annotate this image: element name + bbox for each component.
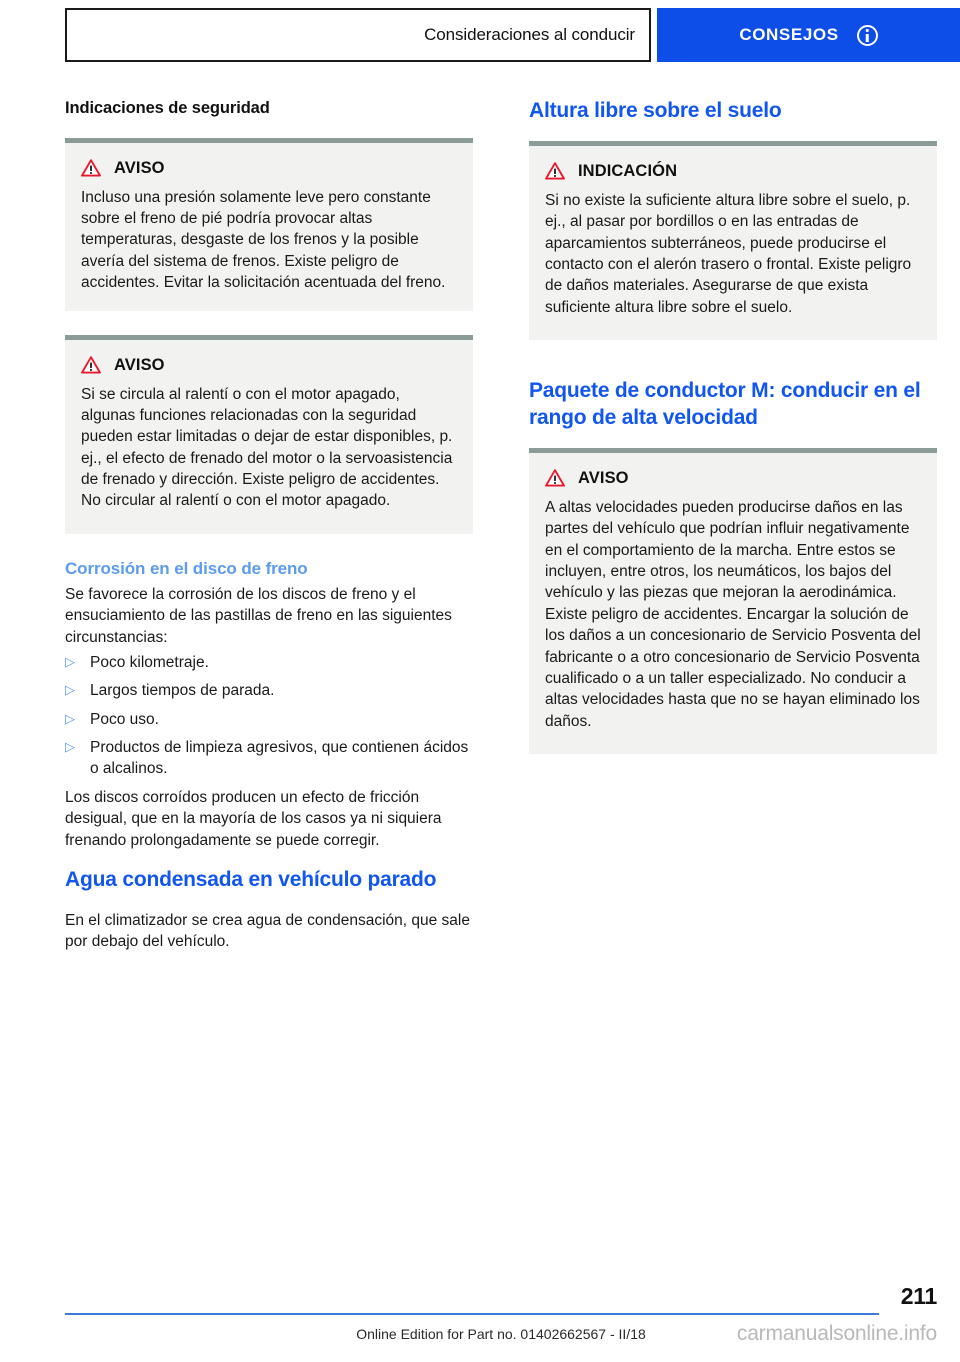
- warning-triangle-icon: [545, 469, 565, 487]
- warning-triangle-icon: [81, 159, 101, 177]
- bullet-triangle-icon: ▷: [65, 710, 75, 726]
- note-label: AVISO: [114, 158, 165, 177]
- corrosion-outro-text: Los discos corroídos producen un efecto de fricción desigual, que en la mayoría de los casos ya ni siquiera frenando prolongadamente se puede corregir.: [65, 788, 442, 849]
- page-header: [65, 8, 960, 62]
- right-column: [529, 98, 937, 778]
- section-title-paquete-conductor-m: Paquete de conductor M: conducir en el rango de alta velocidad: [529, 379, 921, 429]
- list-item-text: Poco kilometraje.: [90, 653, 209, 671]
- note-header: [545, 469, 921, 488]
- warning-triangle-icon: [81, 356, 101, 374]
- bullet-triangle-icon: ▷: [65, 682, 75, 698]
- note-label: AVISO: [114, 355, 165, 374]
- page-number: 211: [900, 1283, 937, 1309]
- warning-note-ralenti: [65, 335, 473, 534]
- note-label: AVISO: [578, 468, 629, 487]
- footer-divider: [65, 1313, 879, 1315]
- running-title-box: [65, 8, 651, 62]
- section-title-altura-libre: Altura libre sobre el suelo: [529, 99, 782, 122]
- note-label: INDICACIÓN: [578, 161, 678, 180]
- section-title-indicaciones-de-seguridad: Indicaciones de seguridad: [65, 99, 270, 117]
- condensation-text: En el climatizador se crea agua de condensación, que sale por debajo del vehículo.: [65, 911, 470, 951]
- list-item: [65, 652, 473, 673]
- list-item: [65, 680, 473, 701]
- note-header: [545, 162, 921, 181]
- warning-note-alta-velocidad: [529, 448, 937, 754]
- bullet-triangle-icon: ▷: [65, 653, 75, 669]
- chapter-tab-consejos[interactable]: [657, 8, 960, 62]
- page-footer: [65, 1282, 937, 1346]
- left-column: [65, 98, 473, 957]
- note-text: Incluso una presión solamente leve pero constante sobre el freno de pié podría provocar altas temperaturas, desgaste de los frenos y la posible avería del sistema de frenos. Existe peligro de accidentes. Evitar la solicitación acentuada del freno.: [81, 188, 446, 292]
- vertical-spacer: [529, 364, 937, 378]
- bullet-triangle-icon: ▷: [65, 739, 75, 755]
- indication-note-altura-libre: [529, 141, 937, 340]
- two-column-layout: [65, 98, 937, 957]
- page-content: [65, 98, 937, 957]
- list-item-text: Poco uso.: [90, 710, 159, 728]
- section-title-agua-condensada: Agua condensada en vehículo parado: [65, 867, 437, 891]
- note-text: Si se circula al ralentí o con el motor apagado, algunas funciones relacionadas con la seguridad pueden estar limitadas o dejar de estar disponibles, p. ej., el efecto de frenado del motor o la servoasistencia de frenado y dirección. Existe peligro de accidentes. No circular al ralentí o con el motor apagado.: [81, 385, 453, 510]
- warning-note-freno: [65, 138, 473, 311]
- corrosion-bullet-list: [65, 652, 473, 780]
- note-header: [81, 159, 457, 178]
- list-item-text: Largos tiempos de parada.: [90, 682, 275, 700]
- chapter-tab-label: CONSEJOS: [739, 25, 839, 44]
- note-text: Si no existe la suficiente altura libre sobre el suelo, p. ej., al pasar por bordillos o en las entradas de aparcamientos subterráneos, puede producirse el contacto con el alerón trasero o frontal. Existe peligro de daños materiales. Asegurarse de que exista suficiente altura libre sobre el suelo.: [545, 191, 912, 316]
- warning-triangle-icon: [545, 162, 565, 180]
- edition-note: Online Edition for Part no. 01402662567 - II/18: [356, 1326, 646, 1342]
- list-item: [65, 737, 473, 780]
- note-text: A altas velocidades pueden producirse daños en las partes del vehículo que podrían influir negativamente en el comportamiento de la marcha. Entre estos se incluyen, entre otros, los neumáticos, los bajos del vehículo y las piezas que mejoran la aerodinámica. Existe peligro de accidentes. Encargar la solución de los daños a un concesionario de Servicio Posventa del fabricante o a otro concesionario de Servicio Posventa cualificado o a un taller especializado. No conducir a altas velocidades hasta que no se hayan eliminado los daños.: [545, 498, 921, 730]
- corrosion-intro-text: Se favorece la corrosión de los discos de freno y el ensuciamiento de las pastillas de freno en las siguientes circunstancias:: [65, 585, 452, 646]
- info-circle-icon: [857, 25, 878, 46]
- watermark-text: carmanualsonline.info: [736, 1322, 937, 1345]
- list-item: [65, 709, 473, 730]
- list-item-text: Productos de limpieza agresivos, que contienen ácidos o alcalinos.: [90, 739, 469, 778]
- running-title: Consideraciones al conducir: [424, 25, 635, 44]
- subsection-title-corrosion: Corrosión en el disco de freno: [65, 558, 308, 578]
- note-header: [81, 356, 457, 375]
